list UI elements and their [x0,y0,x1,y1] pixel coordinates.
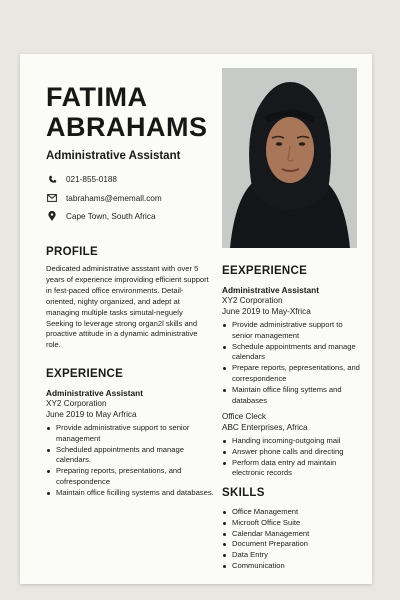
list-item: Provide administrative support to senior management [222,320,362,342]
list-item: Maintain office ficilling systems and databases. [46,488,216,499]
list-item: Schedule appointments and manage calendars [222,342,362,364]
profile-photo [222,68,357,248]
right-experience-heading: EEXPERIENCE [222,265,308,277]
job-title: Administrative Assistant [46,388,143,398]
contact-email [46,193,216,203]
mail-icon [46,193,58,203]
job-company: ABC Enterprises, Africa [222,422,308,432]
list-item: Handing incoming-outgoing mail [222,436,362,447]
job-dates: June 2019 to May-Xfrica [222,306,311,316]
list-item: Microoft Office Suite [222,518,362,529]
list-item: Document Preparation [222,539,362,550]
location-text: Cape Town, South Africa [66,211,156,221]
list-item: Data Entry [222,550,362,561]
location-pin-icon [46,211,58,221]
candidate-name [46,82,208,142]
list-item: Preparing reports, presentations, and cofrespondence [46,466,216,488]
last-name: ABRAHAMS [46,112,208,142]
list-item: Maintain office filing syttems and databases [222,385,362,407]
job-dates: June 2019 to May Arfrica [46,409,137,419]
contact-phone [46,174,216,184]
left-experience-entry [46,388,216,499]
job-title: Administrative Assistant [222,285,319,295]
role-title: Administrative Assistant [46,150,181,162]
list-item: Scheduled appointments and manage calendars. [46,445,216,467]
list-item: Calendar Management [222,529,362,540]
list-item: Office Management [222,507,362,518]
list-item: Perform data entry ad maintain electronic records [222,458,362,480]
skills-list-wrap [222,504,362,572]
skills-list [222,507,362,572]
list-item: Prepare reports, pepresentations, and correspondence [222,363,362,385]
job-company: XY2 Corporation [46,399,107,408]
profile-heading: PROFILE [46,246,98,258]
first-name: FATIMA [46,82,148,112]
skills-heading: SKILLS [222,487,265,499]
list-item: Communication [222,561,362,572]
job-bullets [222,436,362,479]
phone-icon [46,174,58,184]
right-experience-entry-1 [222,285,362,406]
job-title: Office Cleck [222,412,266,421]
list-item: Answer phone calls and directing [222,447,362,458]
list-item: Provide administrative support to senior management [46,423,216,445]
job-bullets [46,423,216,499]
profile-text: Dedicated administrative assstant with over 5 years of experience improviding efficient support in fest-paced office environments. Detail-oriented, nighty organized, and adept at managing multiple tasks simutal-neguely Seeking to leverage strong organ2l skills and proactive attitude in a dynamic administrative role. [46,264,209,350]
resume-page [20,54,372,584]
phone-text: 021-855-0188 [66,174,117,184]
contact-location [46,211,216,221]
job-company: XY2 Corporation [222,296,283,305]
email-text: tabrahams@ememall.com [66,193,162,203]
left-experience-heading: EXPERIENCE [46,368,124,380]
job-bullets [222,320,362,406]
right-experience-entry-2 [222,412,362,479]
